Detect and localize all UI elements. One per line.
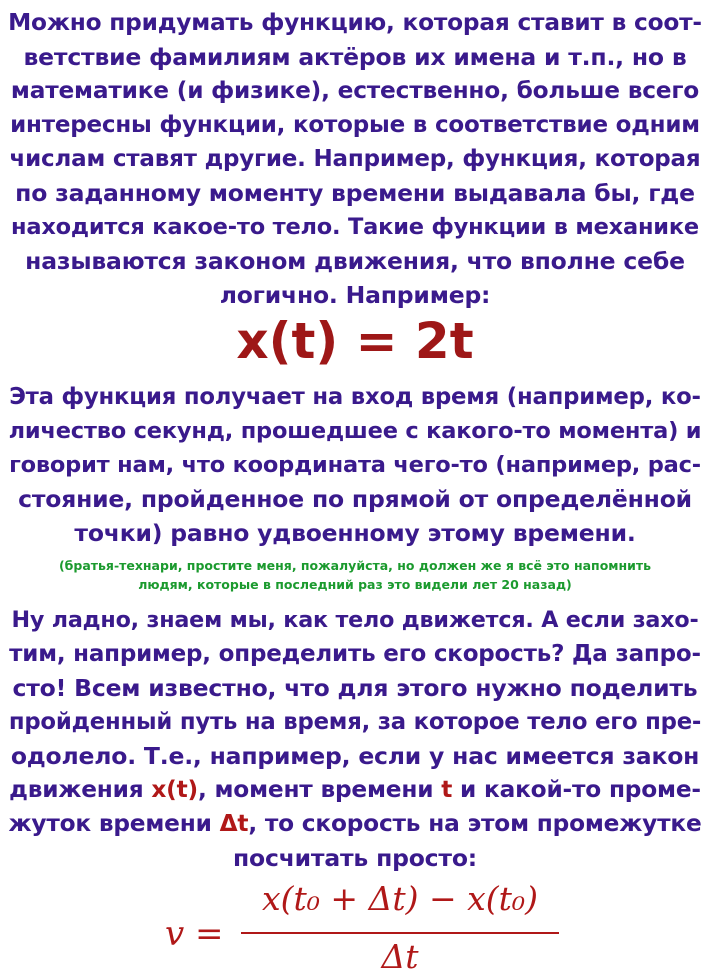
text-line: точки) равно удвоенному этому времени. (74, 519, 636, 547)
intro-paragraph (8, 6, 702, 312)
highlight-delta-t: Δt (219, 810, 249, 837)
text-line: Ну ладно, знаем мы, как тело движется. А если захо- (11, 607, 699, 633)
text-line: одолело. Т.е., например, если у нас имеется закон (10, 742, 700, 770)
text-line-with-highlights (8, 773, 702, 807)
text-line: математике (и физике), естественно, больше всего (10, 77, 700, 104)
fraction-denominator: Δt (381, 937, 419, 976)
text-line: пройденный путь на время, за которое тело его пре- (8, 709, 702, 735)
text-line: по заданному моменту времени выдавала бы, где (15, 179, 695, 207)
velocity-formula (165, 872, 585, 978)
fraction-numerator: x(t₀ + Δt) − x(t₀) (261, 879, 539, 918)
explanation-paragraph (8, 380, 702, 550)
text-fragment: и какой-то проме- (452, 776, 701, 803)
text-fragment: движения (9, 776, 152, 803)
text-line: тим, например, определить его скорость? Да запро- (9, 641, 701, 667)
apology-note (20, 556, 690, 594)
highlight-xt: x(t) (151, 776, 198, 803)
text-line: интересны функции, которые в соответствие одним (10, 112, 700, 138)
velocity-lhs: v = (165, 914, 224, 954)
text-fragment: жуток времени (8, 810, 220, 837)
text-fragment: , то скорость на этом промежутке (248, 810, 702, 837)
text-line: ветствие фамилиям актёров их имена и т.п., но в (23, 43, 687, 71)
text-line: называются законом движения, что вполне себе (25, 247, 685, 275)
text-fragment: , момент времени (197, 776, 442, 803)
text-line: числам ставят другие. Например, функция, которая (9, 146, 701, 172)
text-line: стояние, пройденное по прямой от определённой (18, 485, 692, 513)
text-line: Эта функция получает на вход время (например, ко- (9, 384, 701, 410)
text-line: Можно придумать функцию, которая ставит в соот- (8, 9, 702, 36)
note-line: людям, которые в последний раз это видели лет 20 назад) (138, 577, 572, 592)
note-line: (братья-технари, простите меня, пожалуйста, но должен же я всё это напомнить (58, 558, 652, 573)
text-line: говорит нам, что координата чего-то (например, рас- (9, 452, 701, 478)
fraction-bar (241, 932, 559, 934)
velocity-paragraph (8, 603, 702, 875)
text-line: посчитать просто: (233, 844, 477, 872)
text-line-with-highlights (8, 807, 702, 841)
text-line: сто! Всем известно, что для этого нужно поделить (12, 674, 698, 702)
motion-law-formula: x(t) = 2t (236, 312, 474, 370)
velocity-fraction (235, 872, 565, 978)
text-line: логично. Например: (219, 281, 491, 309)
text-line: личество секунд, прошедшее с какого-то момента) и (8, 418, 702, 444)
text-line: находится какое-то тело. Такие функции в механике (11, 214, 699, 240)
highlight-t: t (441, 776, 453, 803)
